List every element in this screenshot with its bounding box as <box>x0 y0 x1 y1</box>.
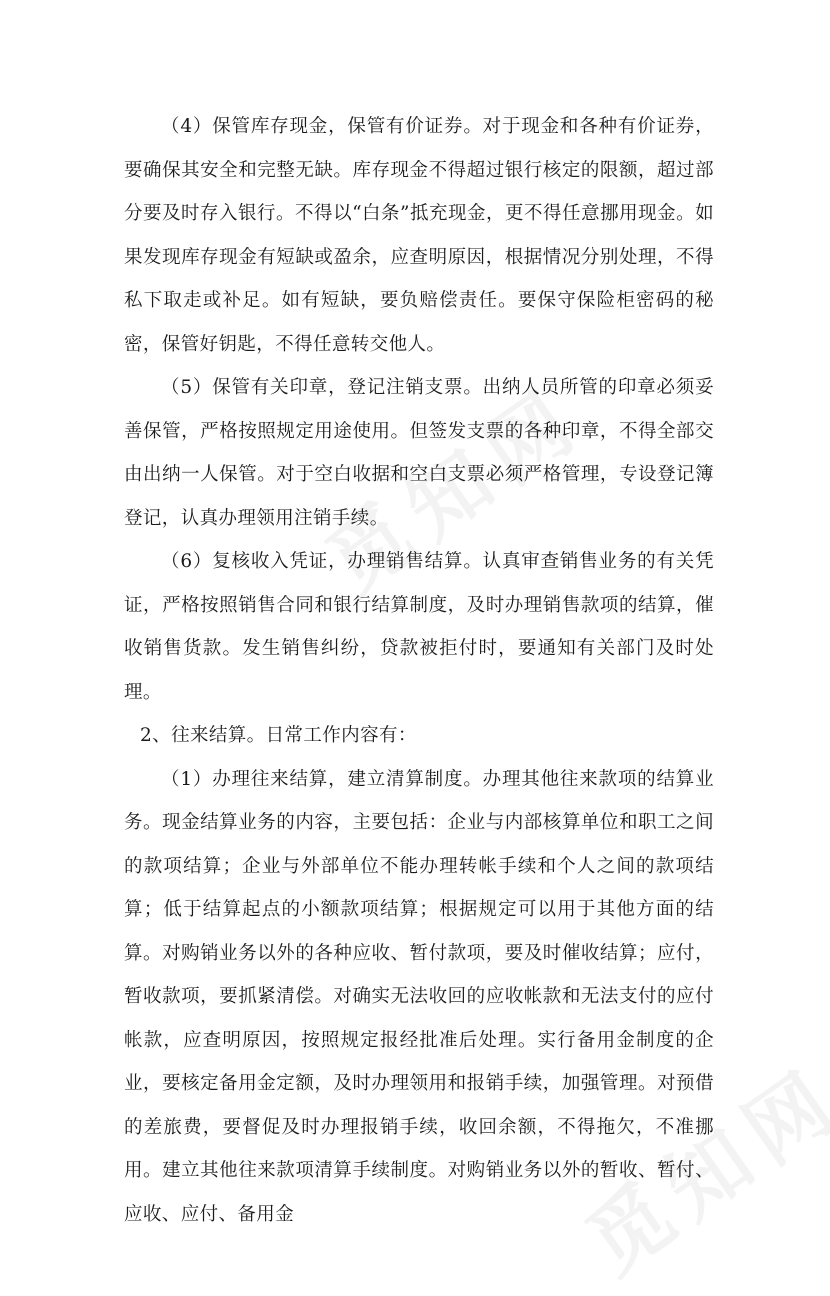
paragraph-6-sales-settlement: （6）复核收入凭证，办理销售结算。认真审查销售业务的有关凭证，严格按照销售合同和银行结算制度，及时办理销售款项的结算，催收销售货款。发生销售纠纷，贷款被拒付时，要通知有关部门及时处理。 <box>124 551 714 703</box>
section-heading-settlement: 2、往来结算。日常工作内容有： <box>140 725 417 746</box>
paragraph-5-seals-cheques: （5）保管有关印章，登记注销支票。出纳人员所管的印章必须妥善保管，严格按照规定用途使用。但签发支票的各种印章，不得全部交由出纳一人保管。对于空白收据和空白支票必须严格管理，专设登记簿登记，认真办理领用注销手续。 <box>124 377 714 529</box>
paragraph-1-clearing-system: （1）办理往来结算，建立清算制度。办理其他往来款项的结算业务。现金结算业务的内容，主要包括：企业与内部核算单位和职工之间的款项结算；企业与外部单位不能办理转帐手续和个人之间的款项结算；低于结算起点的小额款项结算；根据规定可以用于其他方面的结算。对购销业务以外的各种应收、暂付款项，要及时催收结算；应付，暂收款项，要抓紧清偿。对确实无法收回的应收帐款和无法支付的应付帐款，应查明原因，按照规定报经批准后处理。实行备用金制度的企业，要核定备用金定额，及时办理领用和报销手续，加强管理。对预借的差旅费，要督促及时办理报销手续，收回余额，不得拖欠，不准挪用。建立其他往来款项清算手续制度。对购销业务以外的暂收、暂付、应收、应付、备用金 <box>124 768 714 1225</box>
document-body <box>124 105 714 1236</box>
paragraph-4-cash-custody: （4）保管库存现金，保管有价证券。对于现金和各种有价证券，要确保其安全和完整无缺。库存现金不得超过银行核定的限额，超过部分要及时存入银行。不得以“白条”抵充现金，更不得任意挪用现金。如果发现库存现金有短缺或盈余，应查明原因，根据情况分别处理，不得私下取走或补足。如有短缺，要负赔偿责任。要保守保险柜密码的秘密，保管好钥匙，不得任意转交他人。 <box>124 116 714 355</box>
